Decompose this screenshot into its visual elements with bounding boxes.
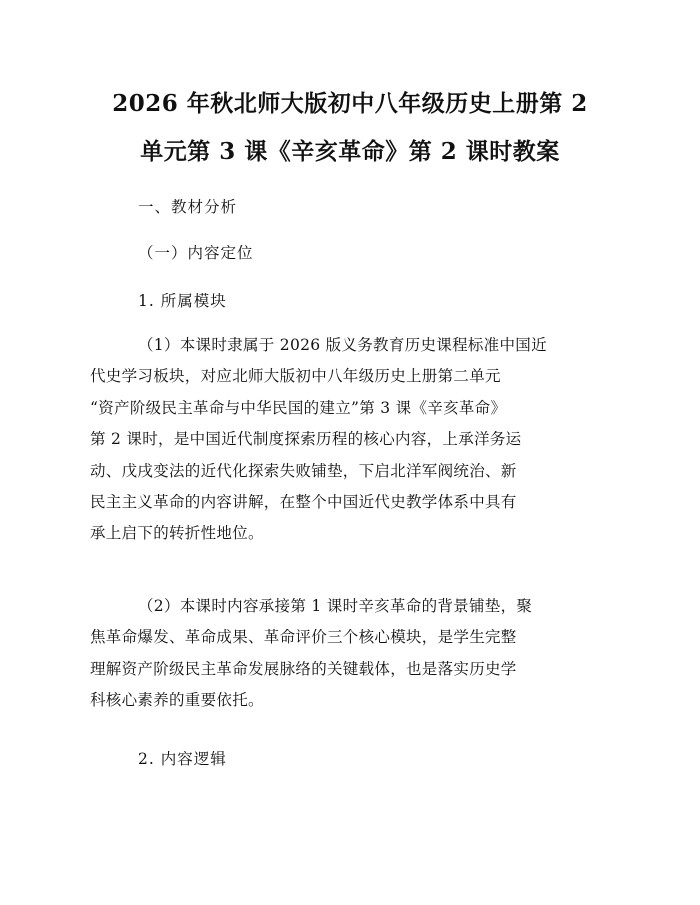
paragraph-2-line: 焦革命爆发、革命成果、革命评价三个核心模块，是学生完整 [90, 628, 517, 647]
subsection-heading-content-positioning: （一）内容定位 [138, 244, 254, 262]
section-heading-teaching-material-analysis: 一、教材分析 [138, 198, 238, 216]
paragraph-1-line: 第 2 课时，是中国近代制度探索历程的核心内容，上承洋务运 [90, 430, 522, 449]
paragraph-2-line: 理解资产阶级民主革命发展脉络的关键载体，也是落实历史学 [90, 659, 517, 678]
item-heading-content-logic: 2. 内容逻辑 [138, 750, 227, 768]
paragraph-1-line: 民主主义革命的内容讲解，在整个中国近代史教学体系中具有 [90, 493, 517, 512]
paragraph-1 [90, 330, 610, 550]
paragraph-2-line: 科核心素养的重要依托。 [90, 691, 264, 710]
item-heading-module: 1. 所属模块 [138, 292, 227, 310]
paragraph-2-line: （2）本课时内容承接第 1 课时辛亥革命的背景铺垫，聚 [138, 597, 533, 615]
paragraph-2 [90, 591, 610, 717]
title-line-2: 单元第 3 课《辛亥革命》第 2 课时教案 [140, 138, 560, 165]
title-line-1: 2026 年秋北师大版初中八年级历史上册第 2 [112, 90, 588, 117]
paragraph-1-line: 承上启下的转折性地位。 [90, 524, 264, 543]
document-title [90, 80, 610, 176]
paragraph-1-line: 代史学习板块，对应北师大版初中八年级历史上册第二单元 [90, 367, 501, 386]
paragraph-1-line: “资产阶级民主革命与中华民国的建立”第 3 课《辛亥革命》 [90, 398, 507, 417]
paragraph-1-line: （1）本课时隶属于 2026 版义务教育历史课程标准中国近 [138, 336, 547, 354]
paragraph-1-line: 动、戊戌变法的近代化探索失败铺垫，下启北洋军阀统治、新 [90, 461, 517, 480]
